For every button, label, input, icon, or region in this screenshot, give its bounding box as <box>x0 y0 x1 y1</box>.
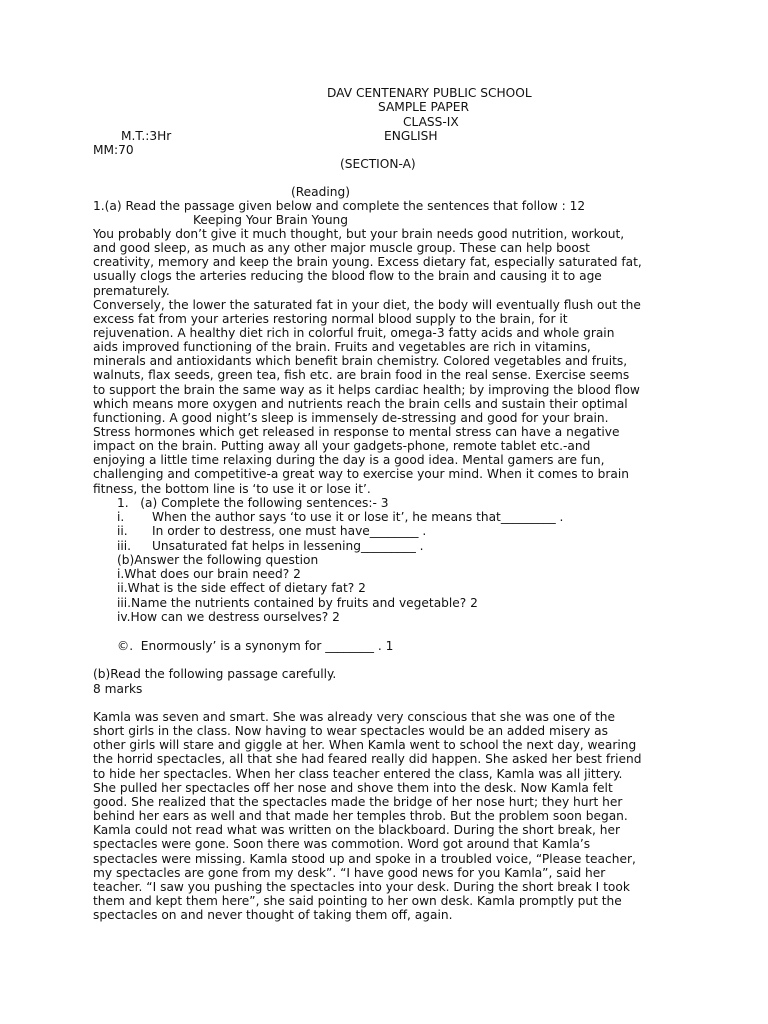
subject-label: ENGLISH <box>384 129 438 143</box>
passage-line: She pulled her spectacles off her nose and shove them into the desk. Now Kamla felt <box>93 781 613 795</box>
paper-type: SAMPLE PAPER <box>378 100 469 114</box>
passage-line: impact on the brain. Putting away all your gadgets-phone, remote tablet etc.-and <box>93 439 591 453</box>
part-a-item-number: i. <box>117 510 125 524</box>
part-b-heading: (b)Answer the following question <box>117 553 319 567</box>
passage-line: and good sleep, as much as any other major muscle group. These can help boost <box>93 241 590 255</box>
part-a-item-text: Unsaturated fat helps in lessening_________ . <box>152 539 424 553</box>
passage-line: Stress hormones which get released in response to mental stress can have a negative <box>93 425 620 439</box>
passage-line: Kamla could not read what was written on the blackboard. During the short break, her <box>93 823 620 837</box>
passage-title: Keeping Your Brain Young <box>193 213 349 227</box>
passage-line: excess fat from your arteries restoring normal blood supply to the brain, for it <box>93 312 568 326</box>
part-c-question: ©. Enormously’ is a synonym for ________ . 1 <box>117 639 394 653</box>
question-instruction: 1.(a) Read the passage given below and complete the sentences that follow : 12 <box>93 199 586 213</box>
passage-2-instruction: (b)Read the following passage carefully. <box>93 667 337 681</box>
part-b-question: iv.How can we destress ourselves? 2 <box>117 610 340 624</box>
passage-line: enjoying a little time relaxing during the day is a good idea. Mental gamers are fun, <box>93 453 605 467</box>
passage-line: to hide her spectacles. When her class teacher entered the class, Kamla was all jittery. <box>93 767 623 781</box>
passage-line: challenging and competitive-a great way to exercise your mind. When it comes to brain <box>93 467 629 481</box>
passage-line: prematurely. <box>93 284 170 298</box>
passage-line: to support the brain the same way as it helps cardiac health; by improving the blood flow <box>93 383 640 397</box>
time-label: M.T.:3Hr <box>121 129 172 143</box>
part-b-question: i.What does our brain need? 2 <box>117 567 301 581</box>
passage-line: behind her ears as well and that made her temples throb. But the problem soon began. <box>93 809 628 823</box>
class-label: CLASS-IX <box>403 115 459 129</box>
passage-line: teacher. “I saw you pushing the spectacles into your desk. During the short break I took <box>93 880 630 894</box>
part-a-item-number: iii. <box>117 539 132 553</box>
passage-line: Kamla was seven and smart. She was already very conscious that she was one of the <box>93 710 616 724</box>
passage-line: You probably don’t give it much thought, but your brain needs good nutrition, workout, <box>93 227 625 241</box>
part-a-heading: 1. (a) Complete the following sentences:- 3 <box>117 496 389 510</box>
passage-line: aids improved functioning of the brain. Fruits and vegetables are rich in vitamins, <box>93 340 591 354</box>
passage-line: good. She realized that the spectacles made the bridge of her nose hurt; they hurt her <box>93 795 623 809</box>
passage-line: creativity, memory and keep the brain young. Excess dietary fat, especially saturated fat, <box>93 255 642 269</box>
passage-line: which means more oxygen and nutrients reach the brain cells and sustain their optimal <box>93 397 628 411</box>
passage-line: walnuts, flax seeds, green tea, fish etc. are brain food in the real sense. Exercise seems <box>93 368 630 382</box>
part-a-item-text: In order to destress, one must have________ . <box>152 524 427 538</box>
passage-line: rejuvenation. A healthy diet rich in colorful fruit, omega-3 fatty acids and whole grain <box>93 326 615 340</box>
passage-line: usually clogs the arteries reducing the blood flow to the brain and causing it to age <box>93 269 602 283</box>
part-a-item-number: ii. <box>117 524 128 538</box>
passage-line: Conversely, the lower the saturated fat in your diet, the body will eventually flush out the <box>93 298 641 312</box>
passage-line: minerals and antioxidants which benefit brain chemistry. Colored vegetables and fruits, <box>93 354 628 368</box>
reading-heading: (Reading) <box>291 185 350 199</box>
passage-line: short girls in the class. Now having to wear spectacles would be an added misery as <box>93 724 608 738</box>
passage-line: spectacles were missing. Kamla stood up and spoke in a troubled voice, “Please teacher, <box>93 852 636 866</box>
passage-line: my spectacles are gone from my desk”. “I have good news for you Kamla”, said her <box>93 866 606 880</box>
school-name: DAV CENTENARY PUBLIC SCHOOL <box>327 86 532 100</box>
part-b-question: iii.Name the nutrients contained by fruits and vegetable? 2 <box>117 596 478 610</box>
part-a-item-text: When the author says ‘to use it or lose it’, he means that_________ . <box>152 510 564 524</box>
passage-line: them and kept them here”, she said pointing to her own desk. Kamla promptly put the <box>93 894 622 908</box>
passage-line: spectacles on and never thought of taking them off, again. <box>93 908 453 922</box>
passage-line: spectacles were gone. Soon there was commotion. Word got around that Kamla’s <box>93 837 591 851</box>
passage-line: other girls will stare and giggle at her. When Kamla went to school the next day, wearing <box>93 738 637 752</box>
section-heading: (SECTION-A) <box>340 157 416 171</box>
max-marks-label: MM:70 <box>93 143 134 157</box>
passage-line: fitness, the bottom line is ‘to use it or lose it’. <box>93 482 371 496</box>
passage-2-marks: 8 marks <box>93 682 143 696</box>
passage-line: functioning. A good night’s sleep is immensely de-stressing and good for your brain. <box>93 411 609 425</box>
passage-line: the horrid spectacles, all that she had feared really did happen. She asked her best friend <box>93 752 642 766</box>
part-b-question: ii.What is the side effect of dietary fat? 2 <box>117 581 366 595</box>
